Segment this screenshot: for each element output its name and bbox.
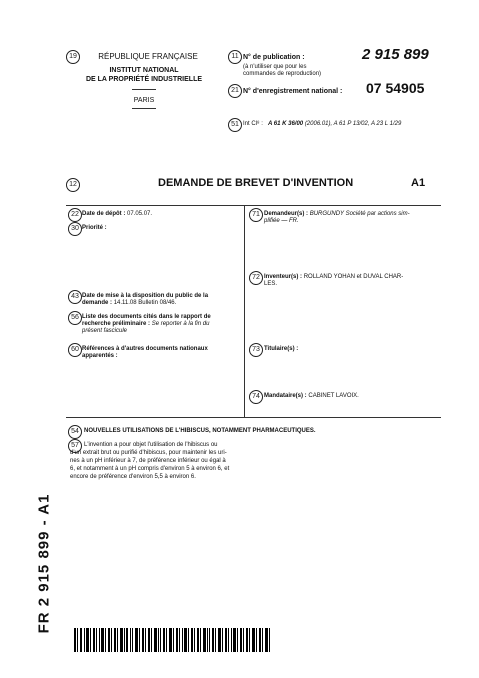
refs-label-2: apparentés : [82, 353, 118, 359]
availability-label-2: demande : [82, 300, 113, 306]
inid-code-73: 73 [249, 343, 263, 357]
box-top-line [66, 205, 441, 206]
availability-value: 14.11.08 Bulletin 08/46. [113, 300, 177, 306]
institute-line1: INSTITUT NATIONAL [109, 67, 179, 74]
filing-date [82, 211, 152, 219]
priority-label: Priorité : [82, 225, 107, 231]
country-name: RÉPUBLIQUE FRANÇAISE [98, 52, 198, 61]
int-class-rest: (2006.01), A 61 P 13/02, A 23 L 1/29 [304, 121, 402, 127]
availability-line-2 [82, 300, 176, 308]
inventor-value-2: LES. [264, 281, 278, 287]
registration-label: N° d'enregistrement national : [243, 88, 343, 95]
abstract-line-1: L'invention a pour objet l'utilisation de l'hibiscus ou [84, 442, 218, 448]
inventor-label: Inventeur(s) : [264, 274, 303, 280]
box-bottom-line [66, 417, 441, 418]
city-name: PARIS [133, 97, 155, 104]
filing-value: 07.05.07. [127, 211, 153, 217]
agent-label: Mandataire(s) : [264, 393, 307, 399]
header-divider-1 [132, 89, 156, 90]
search-label-1: Liste des documents cités dans le rapport de [82, 314, 211, 320]
abstract-line-3: nes à un pH inférieur à 7, de préférence inférieur ou égal à [70, 458, 226, 464]
inid-code-12: 12 [66, 178, 80, 192]
applicant-label: Demandeur(s) : [264, 211, 309, 217]
refs-label-1: Références à d'autres documents nationaux [82, 346, 208, 352]
side-publication-number: FR 2 915 899 - A1 [35, 493, 53, 634]
inid-code-56: 56 [68, 311, 82, 325]
barcode [74, 628, 270, 652]
agent-value: CABINET LAVOIX. [308, 393, 359, 399]
applicant-value-1: BURGUNDY Société par actions sim- [309, 211, 410, 217]
agent-line [264, 393, 359, 401]
publication-note-2: commandes de reproduction) [243, 71, 322, 77]
int-class-main: A 61 K 36/00 [268, 121, 304, 127]
inid-code-21: 21 [228, 84, 242, 98]
search-value-2: présent fascicule [82, 328, 128, 334]
inid-code-60: 60 [68, 343, 82, 357]
document-title: DEMANDE DE BREVET D'INVENTION [158, 177, 354, 189]
registration-number: 07 54905 [366, 80, 425, 96]
int-class-label: Int Cl⁸ : [243, 121, 263, 127]
inid-code-71: 71 [249, 208, 263, 222]
filing-label: Date de dépôt : [82, 211, 126, 217]
inid-code-11: 11 [228, 50, 242, 64]
publication-label: N° de publication : [243, 54, 305, 61]
int-class-value [268, 121, 448, 129]
inid-code-54: 54 [68, 425, 82, 439]
availability-label-1: Date de mise à la disposition du public de la [82, 293, 209, 299]
document-kind: A1 [411, 177, 426, 189]
holder-label: Titulaire(s) : [264, 346, 299, 352]
inventor-line-1 [264, 274, 403, 282]
search-value-1: Se reporter à la fin du [151, 321, 210, 327]
publication-number: 2 915 899 [362, 46, 429, 63]
abstract-line-4: 6, et notamment à un pH compris d'environ 5 à environ 6, et [70, 466, 230, 472]
inid-code-57: 57 [68, 439, 82, 453]
abstract-line-2: d'un extrait brut ou purifié d'hibiscus, pour maintenir les uri- [70, 450, 227, 456]
inid-code-43: 43 [68, 290, 82, 304]
applicant-value-2: plifiée — FR. [264, 218, 299, 224]
inid-code-74: 74 [249, 390, 263, 404]
institute-line2: DE LA PROPRIÉTÉ INDUSTRIELLE [85, 76, 203, 83]
search-label-2: recherche préliminaire : [82, 321, 151, 327]
invention-title: NOUVELLES UTILISATIONS DE L'HIBISCUS, NOTAMMENT PHARMACEUTIQUES. [84, 428, 316, 434]
publication-note-1: (à n'utiliser que pour les [243, 64, 307, 70]
abstract-line-5: encore de préférence d'environ 5,5 à environ 6. [70, 474, 196, 480]
inid-code-22: 22 [68, 208, 82, 222]
inid-code-51: 51 [228, 118, 242, 132]
inid-code-19: 19 [66, 50, 80, 64]
inventor-value-1: ROLLAND YOHAN et DUVAL CHAR- [303, 274, 404, 280]
header-divider-2 [132, 108, 156, 109]
inid-code-72: 72 [249, 271, 263, 285]
inid-code-30: 30 [68, 222, 82, 236]
box-center-line [244, 205, 245, 417]
